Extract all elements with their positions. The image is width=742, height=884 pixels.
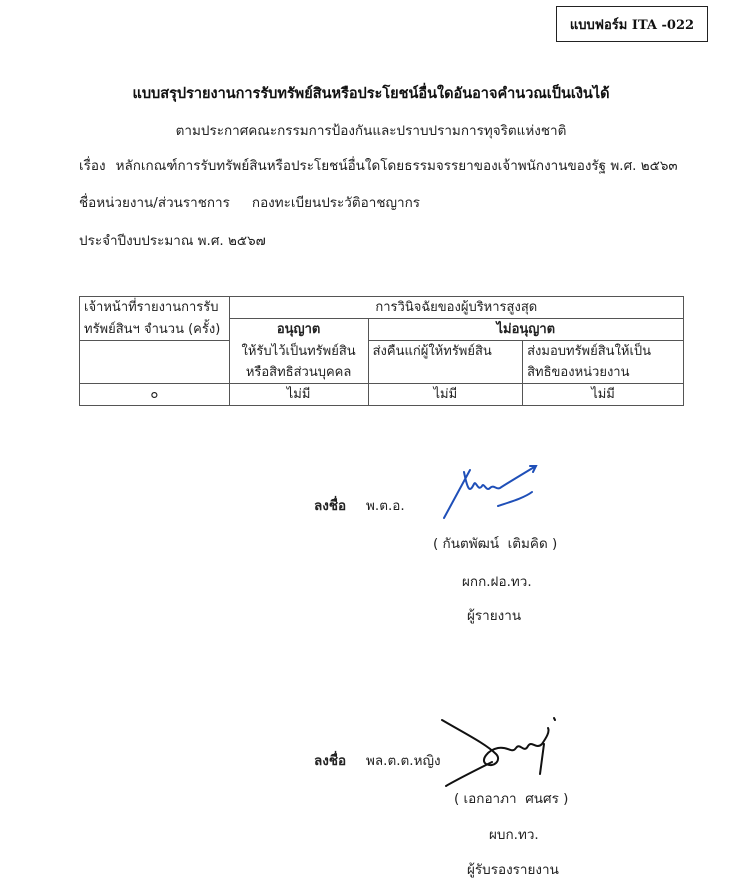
subject-label: เรื่อง: [79, 158, 106, 174]
table-row: [80, 384, 684, 406]
agency-value: กองทะเบียนประวัติอาชญากร: [251, 195, 421, 211]
agency-label: ชื่อหน่วยงาน/ส่วนราชการ: [79, 195, 230, 211]
subject-line: [79, 154, 678, 176]
form-number-badge: แบบฟอร์ม ITA -022: [556, 6, 708, 42]
document-title: แบบสรุปรายงานการรับทรัพย์สินหรือประโยชน์อื่นใดอันอาจคำนวณเป็นเงินได้: [132, 86, 610, 102]
cell-count: ๐: [80, 384, 230, 406]
handwritten-signature-icon: [436, 714, 566, 788]
cell-returned: ไม่มี: [368, 384, 523, 406]
agency-line: [79, 191, 420, 213]
handwritten-signature-icon: [440, 462, 540, 524]
fiscal-year-line: ประจำปีงบประมาณ พ.ศ. ๒๕๖๗: [79, 233, 266, 249]
sub-header-transfer-to-agency: ส่งมอบทรัพย์สินให้เป็น สิทธิของหน่วยงาน: [523, 341, 684, 384]
col-header-decision: การวินิจฉัยของผู้บริหารสูงสุด: [229, 297, 683, 319]
sub-header-return-to-giver: ส่งคืนแก่ผู้ให้ทรัพย์สิน: [368, 341, 523, 384]
col-header-approved: อนุญาต: [229, 319, 368, 341]
sub-header-keep-personal: ให้รับไว้เป็นทรัพย์สิน หรือสิทธิส่วนบุคคล: [229, 341, 368, 384]
sign-label: ลงชื่อ: [314, 498, 347, 514]
col-header-reporter-line1: เจ้าหน้าที่รายงานการรับ: [80, 297, 230, 319]
signer-rank: พล.ต.ต.หญิง: [366, 753, 441, 769]
signer-rank: พ.ต.อ.: [366, 498, 405, 514]
signer-name: ( เอกอาภา ศนศร ): [454, 791, 569, 807]
signer-name: ( กันตพัฒน์ เติมคิด ): [433, 536, 558, 552]
gift-report-summary-table: [79, 296, 684, 406]
col-header-not-approved: ไม่อนุญาต: [368, 319, 683, 341]
empty-cell: [80, 341, 230, 384]
signer-position: ผกก.ฝอ.ทว.: [462, 574, 532, 590]
subject-value: หลักเกณฑ์การรับทรัพย์สินหรือประโยชน์อื่นใดโดยธรรมจรรยาของเจ้าพนักงานของรัฐ พ.ศ. ๒๕๖๓: [115, 158, 678, 174]
signer-position: ผบก.ทว.: [489, 827, 539, 843]
signer-role: ผู้รายงาน: [467, 608, 522, 624]
col-header-reporter-line2: ทรัพย์สินฯ จำนวน (ครั้ง): [80, 319, 230, 341]
document-subtitle: ตามประกาศคณะกรรมการป้องกันและปราบปรามการทุจริตแห่งชาติ: [175, 123, 567, 139]
signer-role: ผู้รับรองรายงาน: [467, 862, 559, 878]
sign-label: ลงชื่อ: [314, 753, 347, 769]
cell-approved: ไม่มี: [229, 384, 368, 406]
cell-transferred: ไม่มี: [523, 384, 684, 406]
